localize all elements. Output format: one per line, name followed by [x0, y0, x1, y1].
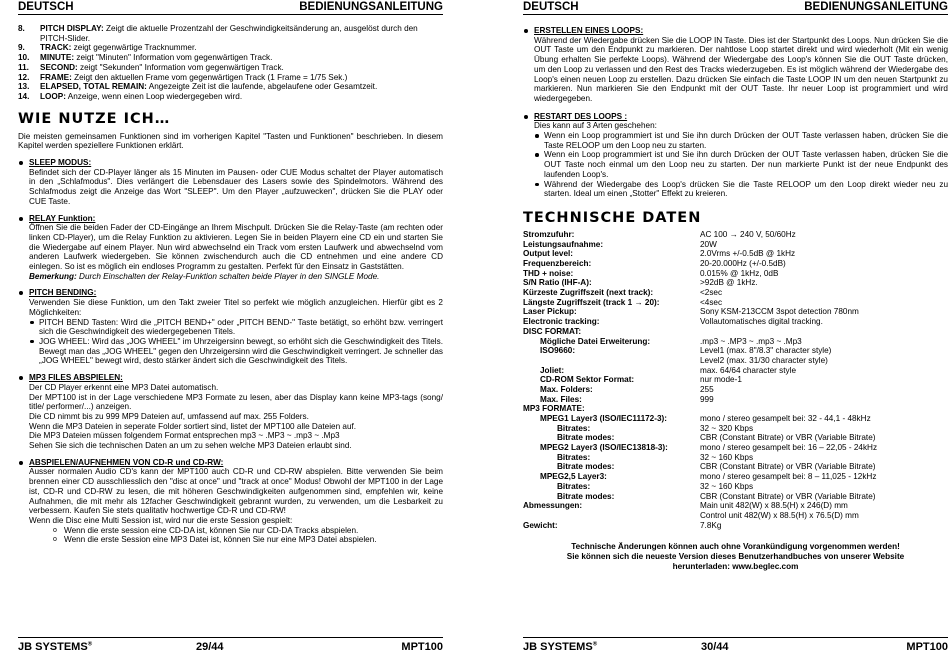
- mp3-line: Der MPT100 ist in der Lage verschiedene MP3 Formate zu lesen, aber das Display kann keine MP3-tags (song/ title/ performer/...) anzeigen.: [29, 392, 443, 412]
- spec-row: [523, 375, 948, 385]
- cdr-title: ABSPIELEN/AUFNEHMEN VON CD-R und CD-RW:: [18, 458, 443, 468]
- spec-key: THD + noise:: [523, 268, 574, 278]
- pitch-option-jog: JOG WHEEL: Wird das „JOG WHEEL" im Uhrzeigersinn bewegt, so erhöht sich die Geschwindigkeit des Titels. Bewegt man das „JOG WHEEL" gegen den Uhrzeigersinn wird die Geschwindigkeit verringert. Je schneller das „JOG WHEEL" bewegt wird, desto stärker ändert sich die Geschwindigkeit des Titels.: [18, 337, 443, 366]
- spec-row: [523, 337, 948, 347]
- note-line: Sie können sich die neueste Version dieses Benutzerhandbuches von unserer Website: [566, 552, 905, 562]
- spec-value: 20-20.000Hz (+/-0.5dB): [700, 259, 786, 269]
- restart-section: [523, 112, 948, 199]
- intro-paragraph: Die meisten gemeinsamen Funktionen sind im vorherigen Kapitel "Tasten und Funktionen" beschrieben. In diesem Kapitel werden speziellere Funktionen erklärt.: [18, 131, 443, 151]
- spec-row: [523, 433, 948, 443]
- footer-model: MPT100: [401, 641, 443, 653]
- spec-key: Max. Files:: [540, 394, 582, 404]
- spec-key: Max. Folders:: [540, 384, 593, 394]
- spec-row: [523, 259, 948, 269]
- spec-key: MPEG1 Layer3 (ISO/IEC11172-3):: [540, 414, 667, 424]
- spec-key: S/N Ratio (IHF-A):: [523, 278, 592, 288]
- page-right: [523, 0, 948, 654]
- pitch-section: [18, 288, 443, 366]
- spec-row: [523, 230, 948, 240]
- spec-value: mono / stereo gesampelt bei: 8 – 11,025 - 12kHz: [700, 472, 877, 482]
- spec-row: [523, 327, 948, 337]
- list-item: 12. FRAME: Zeigt den aktuellen Frame vom gegenwärtigen Track (1 Frame = 1/75 Sek.): [18, 72, 348, 82]
- spec-value: 32 ~ 320 Kbps: [700, 423, 754, 433]
- mp3-title: MP3 FILES ABSPIELEN:: [18, 373, 443, 383]
- spec-key: Bitrate modes:: [557, 491, 615, 501]
- sleep-body: Befindet sich der CD-Player länger als 15 Minuten im Pausen- oder CUE Modus schaltet der Player automatisch in den „Schlafmodus". Dies verlängert die Lebensdauer des Lasers sowie des Spindelmotors. Während des Schlafmodus zeigt die Anzeige das Wort "SLEEP". Um den Player „aufzuwecken", drücken Sie die PLAY oder CUE Taste.: [29, 167, 443, 206]
- page-left: [18, 0, 443, 654]
- spec-key: Bitrates:: [557, 452, 591, 462]
- spec-key: Kürzeste Zugriffszeit (next track):: [523, 288, 654, 298]
- restart-option: Wenn ein Loop programmiert ist und Sie ihn durch Drücken der OUT Taste verlassen haben, drücken Sie die OUT Taste noch einmal um den Loop neu zu starten. Der nun markierte Punkt ist der neue Endpunkt des laufenden Loop's.: [523, 150, 948, 179]
- header-language: DEUTSCH: [18, 1, 74, 13]
- spec-value: 7.8Kg: [700, 520, 722, 530]
- relay-note-text: Durch Einschalten der Relay-Funktion schalten beide Player in den SINGLE Mode.: [76, 271, 380, 281]
- list-item: 14. LOOP: Anzeige, wenn einen Loop wiedergegeben wird.: [18, 91, 243, 101]
- spec-value: Control unit 482(W) x 88.5(H) x 76.5(D) mm: [700, 510, 859, 520]
- spec-value: max. 64/64 character style: [700, 365, 797, 375]
- spec-value: CBR (Constant Bitrate) or VBR (Variable Bitrate): [700, 462, 876, 472]
- spec-row: [523, 482, 948, 492]
- spec-key: Mögliche Datei Erweiterung:: [540, 336, 651, 346]
- spec-value: 2.0Vrms +/-0.5dB @ 1kHz: [700, 249, 796, 259]
- spec-key: Stromzufuhr:: [523, 229, 575, 239]
- footer-brand: JB SYSTEMS®: [523, 641, 598, 653]
- header-title: BEDIENUNGSANLEITUNG: [299, 1, 443, 13]
- spec-row: [523, 521, 948, 531]
- spec-row: [523, 278, 948, 288]
- list-item: 8. PITCH DISPLAY: Zeigt die aktuelle Prozentzahl der Geschwindigkeitsänderung an, ausgelöst durch den: [18, 24, 418, 33]
- list-item: 11. SECOND: zeigt "Sekunden" Information vom gegenwärtigen Track.: [18, 62, 284, 72]
- footer-page-number: 29/44: [196, 641, 224, 653]
- spec-value: nur mode-1: [700, 375, 742, 385]
- restart-body: Dies kann auf 3 Arten geschehen:: [534, 121, 657, 131]
- relay-note-label: Bemerkung:: [29, 271, 77, 281]
- mp3-line: Der CD Player erkennt eine MP3 Datei automatisch.: [29, 382, 219, 392]
- spec-value: 0.015% @ 1kHz, 0dB: [700, 268, 779, 278]
- list-item: PITCH-Slider.: [40, 33, 91, 43]
- update-note: [523, 542, 948, 572]
- spec-value: <4sec: [700, 297, 723, 307]
- page-header: [523, 1, 948, 15]
- spec-key: Bitrate modes:: [557, 433, 615, 443]
- page-header: [18, 1, 443, 15]
- spec-key: Leistungsaufnahme:: [523, 239, 604, 249]
- spec-key: Abmessungen:: [523, 501, 583, 511]
- list-item: 13. ELAPSED, TOTAL REMAIN: Angezeigte Zeit ist die laufende, abgelaufene oder Gesamtzeit.: [18, 82, 378, 92]
- spec-row: [523, 501, 948, 511]
- spec-row: [523, 404, 948, 414]
- spec-value: 32 ~ 160 Kbps: [700, 481, 754, 491]
- spec-key: Längste Zugriffszeit (track 1 → 20):: [523, 297, 660, 307]
- restart-option: Wenn ein Loop programmiert ist und Sie ihn durch Drücken der OUT Taste verlassen haben, drücken Sie die Taste RELOOP um den Loop neu zu starten.: [523, 131, 948, 150]
- mp3-section: [18, 373, 443, 451]
- spec-value: mono / stereo gesampelt bei: 32 - 44,1 - 48kHz: [700, 414, 871, 424]
- spec-key: Laser Pickup:: [523, 307, 577, 317]
- spec-key: DISC FORMAT:: [523, 326, 582, 336]
- cdr-section: [18, 458, 443, 545]
- spec-key: Gewicht:: [523, 520, 558, 530]
- spec-value: Sony KSM-213CCM 3spot detection 780nm: [700, 307, 859, 317]
- loop-title: ERSTELLEN EINES LOOPS:: [523, 26, 948, 36]
- spec-row: [523, 414, 948, 424]
- spec-key: CD-ROM Sektor Format:: [540, 375, 635, 385]
- header-title: BEDIENUNGSANLEITUNG: [804, 1, 948, 13]
- mp3-line: Die MP3 Dateien müssen folgendem Format entsprechen mp3 ~ .MP3 ~ .mp3 ~ .Mp3: [29, 431, 340, 441]
- spec-row: [523, 472, 948, 482]
- spec-value: 20W: [700, 239, 717, 249]
- cdr-item: o Wenn die erste session eine CD-DA ist, können Sie nur CD-DA Tracks abspielen.: [18, 526, 443, 536]
- display-legend-list: [18, 24, 443, 102]
- cdr-item: o Wenn die erste Session eine MP3 Datei ist, können Sie nur eine MP3 Datei abspielen.: [18, 535, 443, 545]
- page-content: [18, 24, 443, 545]
- spec-row: [523, 511, 948, 521]
- restart-option: Während der Wiedergabe des Loop's drücken Sie die Taste RELOOP um den Loop direkt wieder neu zu starten. Ideal um einen „Stotter" Effekt zu kreieren.: [523, 180, 948, 199]
- spec-key: Frequenzbereich:: [523, 259, 592, 269]
- spec-value: CBR (Constant Bitrate) or VBR (Variable Bitrate): [700, 491, 876, 501]
- cdr-body: Ausser normalen Audio CD's kann der MPT100 auch CD-R und CD-RW abspielen. Bitte verwenden Sie beim brennen einer CD ausschliesslich den "disc at once" und "track at once" Modus! Obwohl der MPT100 in der Lage ist, CD-R und CD-RW zu lesen, die mit höheren Geschwindigkeiten aufgenommen sind, empfehlen wir, keine Aufnahmen, die mit mehr als 12facher Geschwindigkeit gebrannt wurden, zu verwenden, um die Lesbarkeit zu verbessern. Kaufen Sie stets qualitativ hochwertige CD-R und CD-RW!: [29, 467, 443, 516]
- spec-value: 32 ~ 160 Kbps: [700, 452, 754, 462]
- spec-value: 255: [700, 384, 714, 394]
- spec-row: [523, 385, 948, 395]
- pitch-option-bend: PITCH BEND Tasten: Wird die „PITCH BEND+" oder „PITCH BEND-" Taste betätigt, so erhöht bzw. verringert sich die Geschwindigkeit des wiedergegebenen Titels.: [18, 318, 443, 337]
- spec-row: [523, 240, 948, 250]
- footer-brand: JB SYSTEMS®: [18, 641, 93, 653]
- page-footer: [18, 637, 443, 654]
- spec-row: [523, 366, 948, 376]
- spec-value: Level1 (max. 8"/8.3" character style): [700, 346, 832, 356]
- list-item: 10. MINUTE: zeigt "Minuten" Information vom gegenwärtigen Track.: [18, 53, 273, 63]
- footer-page-number: 30/44: [701, 641, 729, 653]
- spec-row: [523, 307, 948, 317]
- note-line: Technische Änderungen können auch ohne Vorankündigung vorgenommen werden!: [571, 542, 900, 552]
- relay-title: RELAY Funktion:: [18, 214, 443, 224]
- sleep-title: SLEEP MODUS:: [18, 158, 443, 168]
- spec-value: mono / stereo gesampelt bei: 16 – 22,05 - 24kHz: [700, 443, 878, 453]
- spec-key: Electronic tracking:: [523, 317, 600, 327]
- section-heading: WIE NUTZE ICH…: [18, 110, 171, 127]
- spec-value: 999: [700, 394, 714, 404]
- spec-value: >92dB @ 1kHz.: [700, 278, 758, 288]
- loop-section: [523, 26, 948, 104]
- mp3-line: Wenn die MP3 Dateien in seperate Folder sortiert sind, listet der MPT100 alle Dateien auf.: [29, 421, 357, 431]
- restart-title: RESTART DES LOOPS :: [523, 112, 948, 122]
- mp3-line: Sehen Sie sich die technischen Daten an um zu sehen welche MP3 Dateien erlaubt sind.: [29, 441, 352, 451]
- spec-value: Vollautomatisches digital tracking.: [700, 317, 823, 327]
- spec-row: [523, 288, 948, 298]
- relay-note: [18, 272, 443, 282]
- spec-value: <2sec: [700, 288, 723, 298]
- list-item: 9. TRACK: zeigt gegenwärtige Tracknummer.: [18, 43, 197, 53]
- note-line: herunterladen: www.beglec.com: [672, 562, 799, 572]
- spec-row: [523, 395, 948, 405]
- section-heading: TECHNISCHE DATEN: [523, 209, 702, 226]
- spec-key: Bitrates:: [557, 423, 591, 433]
- footer-model: MPT100: [906, 641, 948, 653]
- spec-key: MPEG2,5 Layer3:: [540, 472, 607, 482]
- relay-section: [18, 214, 443, 282]
- page-content: [523, 22, 948, 572]
- spec-key: MP3 FORMATE:: [523, 404, 585, 414]
- pitch-body: Verwenden Sie diese Funktion, um den Takt zweier Titel so perfekt wie möglich anzugleichen. Hierfür gibt es 2 Möglichkeiten:: [29, 298, 443, 317]
- spec-key: Output level:: [523, 249, 574, 259]
- mp3-line: Die CD nimmt bis zu 999 MP9 Dateien auf, umfassend auf max. 255 Folders.: [29, 411, 309, 421]
- spec-row: [523, 424, 948, 434]
- spec-row: [523, 462, 948, 472]
- cdr-session: Wenn die Disc eine Multi Session ist, wird nur die erste Session gespielt:: [29, 515, 293, 525]
- spec-row: [523, 492, 948, 502]
- spec-key: MPEG2 Layer3 (ISO/IEC13818-3):: [540, 443, 668, 453]
- spec-row: [523, 249, 948, 259]
- spec-key: Bitrates:: [557, 481, 591, 491]
- spec-table: [523, 230, 948, 530]
- relay-body: Öffnen Sie die beiden Fader der CD-Eingänge an Ihrem Mischpult. Drücken Sie die Relay-Taste (am rechten oder linken CD-Player), um die Relay Funktion zu aktivieren. Legen Sie in beiden Playern eine CD ein und starten Sie die Wiedergabe auf einem Player. Nun wird abwechselnd ein Track vom ersten Laufwerk und abwechselnd vom anderen Laufwerk wiedergeben. Sie können zwischendurch auch die CD entnehmen und eine andere CD einlegen. So ist es möglich ein endloses Programm zu gestalten. Perfekt für den Einsatz in Gaststätten.: [29, 223, 443, 272]
- spec-row: [523, 356, 948, 366]
- sleep-section: [18, 158, 443, 207]
- spec-row: [523, 443, 948, 453]
- page-footer: [523, 637, 948, 654]
- loop-body: Während der Wiedergabe drücken Sie die LOOP IN Taste. Dies ist der Startpunkt des Loops. Nun drücken Sie die OUT Taste um den Endpunkt zu markieren. Der nahtlose Loop startet direkt und wird wiederholt (Mit ein wenig Übung erhalten Sie perfekte Loops). Während der Wiedergabe des Loop's können Sie die OUT Taste drücken, um den Loop zu verlassen und den Rest des Tracks wiederzugeben. Es ist möglich während der Wiedergabe des Loop's einen neuen Loop zu erstellen. Dazu drücken Sie einfach die Taste LOOP IN um den neuen Startpunkt zu markieren. Nun markieren Sie den Endpunkt mit der OUT Taste. Ihr neuer Loop ist programmiert und wird wiedergegeben.: [534, 35, 948, 103]
- spec-value: CBR (Constant Bitrate) or VBR (Variable Bitrate): [700, 433, 876, 443]
- header-language: DEUTSCH: [523, 1, 579, 13]
- spec-key: Joliet:: [540, 365, 565, 375]
- spec-row: [523, 346, 948, 356]
- spec-key: Bitrate modes:: [557, 462, 615, 472]
- pitch-title: PITCH BENDING:: [18, 288, 443, 298]
- spec-value: Main unit 482(W) x 88.5(H) x 246(D) mm: [700, 501, 848, 511]
- spec-key: ISO9660:: [540, 346, 576, 356]
- spec-row: [523, 298, 948, 308]
- spec-value: AC 100 → 240 V, 50/60Hz: [700, 229, 796, 239]
- spec-value: .mp3 ~ .MP3 ~ .mp3 ~ .Mp3: [700, 336, 802, 346]
- spec-value: Level2 (max. 31/30 character style): [700, 355, 828, 365]
- spec-row: [523, 453, 948, 463]
- spec-row: [523, 317, 948, 327]
- spec-row: [523, 269, 948, 279]
